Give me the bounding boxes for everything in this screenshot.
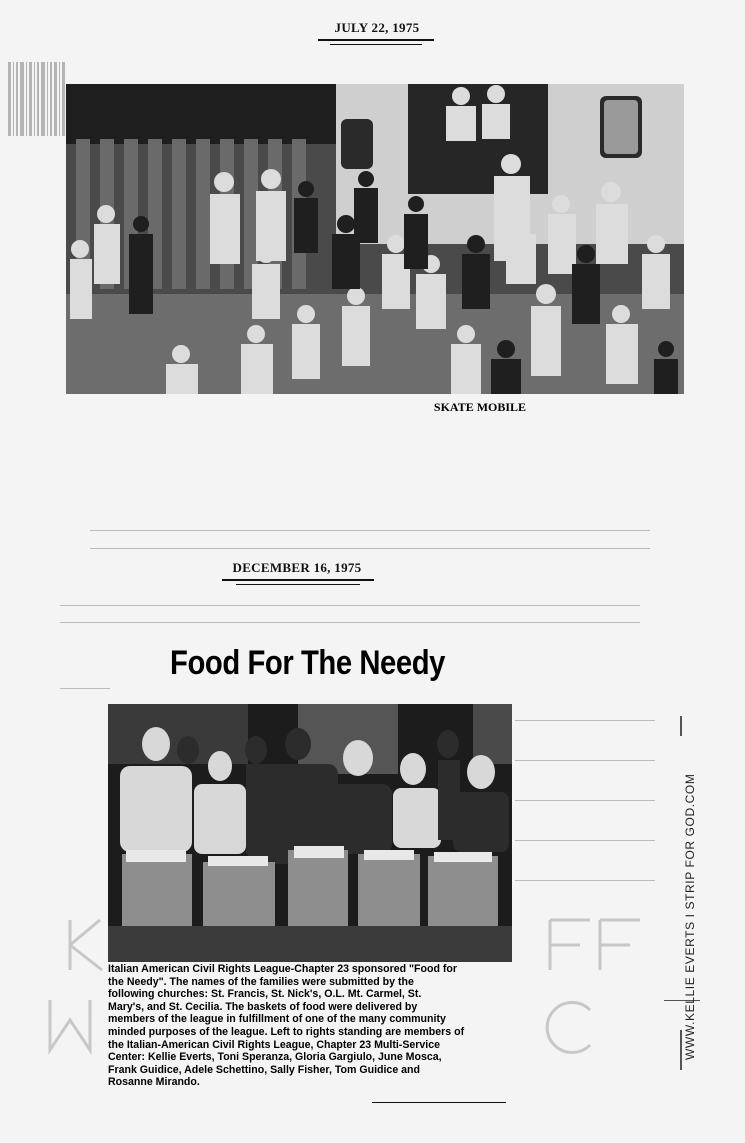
headline: Food For The Needy	[170, 644, 445, 682]
caption-line: members of the league in fulfillment of one of the many community	[108, 1013, 446, 1026]
watermark-rule-top	[680, 716, 682, 736]
caption-line: Italian American Civil Rights League-Chapter 23 sponsored "Food for	[108, 963, 457, 975]
bleed-through-text	[180, 60, 370, 75]
bleed-rule	[515, 840, 655, 841]
bleed-rule	[90, 530, 650, 531]
caption-line: the Needy". The names of the families were submitted by the	[108, 975, 414, 988]
caption-line: Mary's, and St. Cecilia. The baskets of food were delivered by	[108, 1000, 418, 1013]
bleed-rule	[90, 548, 650, 549]
clipping-date: JULY 22, 1975	[334, 20, 420, 35]
watermark-rule-bottom	[680, 1030, 682, 1070]
bleed-rule	[60, 605, 640, 606]
date-underline	[330, 44, 422, 45]
bleed-rule	[515, 720, 655, 721]
caption-line: Frank Guidice, Adele Schettino, Sally Fisher, Tom Guidice and	[108, 1063, 420, 1076]
caption-line: minded purposes of the league. Left to rights standing are members of	[108, 1025, 465, 1038]
date-underline	[318, 39, 434, 41]
photo-caption	[108, 963, 508, 1089]
food-for-the-needy-photo	[108, 704, 512, 962]
clipping-date: DECEMBER 16, 1975	[232, 560, 362, 575]
barcode-bleed	[8, 62, 66, 136]
bleed-rule	[515, 880, 655, 881]
caption-line: Rosanne Mirando.	[108, 1076, 200, 1089]
bleed-rule	[515, 800, 655, 801]
photo-caption-label: SKATE MOBILE	[433, 400, 527, 414]
skate-mobile-photo	[66, 84, 684, 394]
caption-line: Center: Kellie Everts, Toni Speranza, Gloria Gargiulo, June Mosca,	[108, 1051, 442, 1064]
watermark-text: WWW.KELLIE EVERTS I STRIP FOR GOD.COM	[683, 773, 697, 1060]
caption-line: following churches: St. Francis, St. Nick's, O.L. Mt. Carmel, St.	[108, 988, 422, 1001]
bleed-rule	[60, 688, 110, 689]
date-underline	[236, 584, 360, 585]
date-underline	[222, 579, 374, 581]
caption-line: the Italian-American Civil Rights League, Chapter 23 Multi-Service	[108, 1038, 441, 1051]
bleed-rule	[60, 622, 640, 623]
clipping-bottom-rule	[372, 1102, 506, 1103]
bleed-rule	[515, 760, 655, 761]
